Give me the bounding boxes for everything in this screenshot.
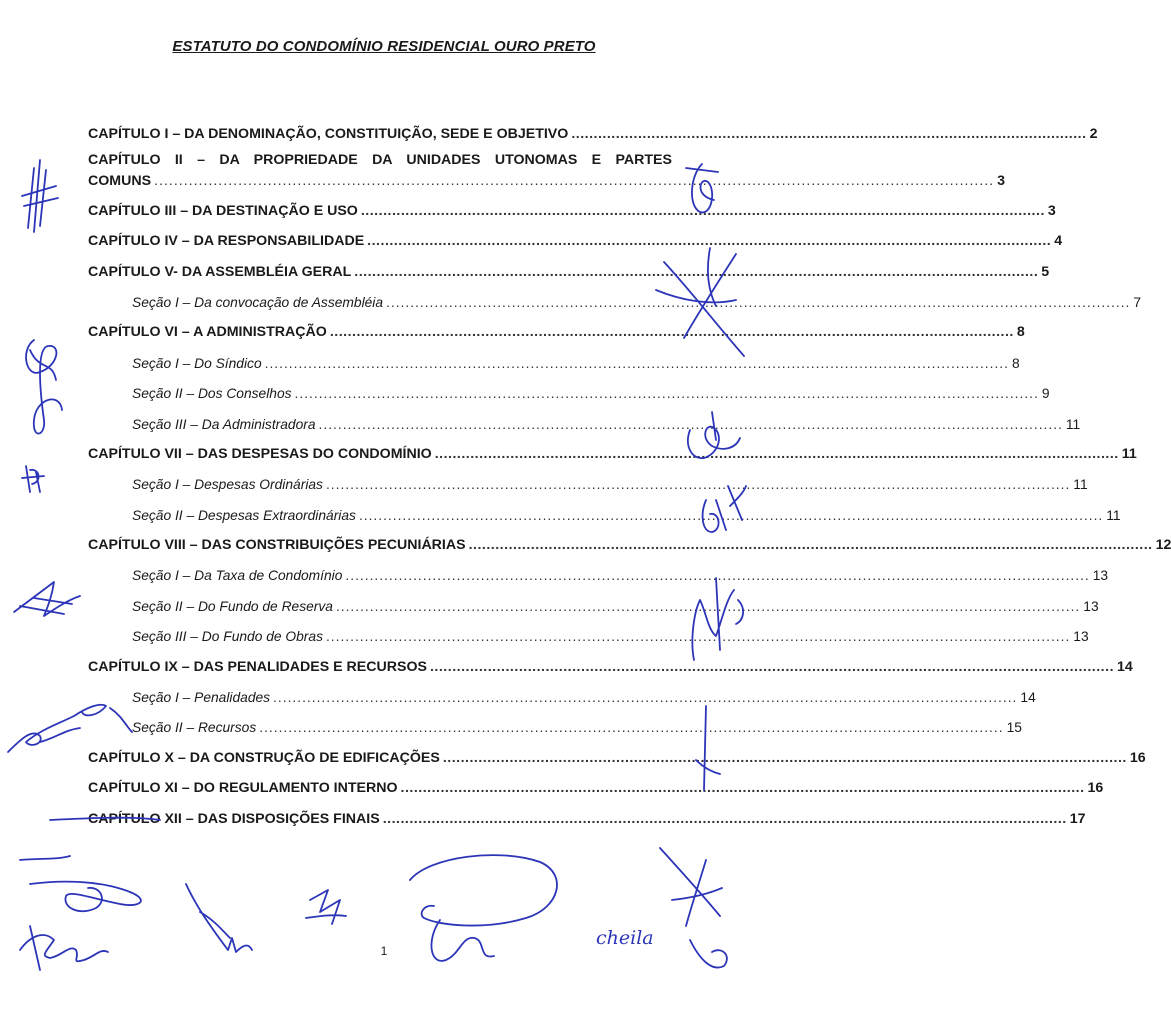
toc-entry-label: CAPÍTULO V- DA ASSEMBLÉIA GERAL bbox=[88, 263, 352, 280]
toc-entry-page: 11 bbox=[1065, 416, 1081, 432]
toc-leader-dots: .......................................................................................................................................................... bbox=[367, 233, 1052, 250]
toc-leader-dots: .......................................................................................................................................................... bbox=[329, 324, 1014, 341]
toc-leader-dots: .......................................................................................................................................................... bbox=[358, 507, 1104, 523]
signature-left-4 bbox=[14, 582, 80, 616]
toc-entry-label-continued: COMUNS bbox=[88, 173, 152, 190]
toc-entry-section bbox=[88, 679, 1036, 709]
toc-leader-dots: .......................................................................................................................................................... bbox=[335, 598, 1081, 614]
toc-entry-label: Seção III – Do Fundo de Obras bbox=[132, 629, 323, 645]
document-title: ESTATUTO DO CONDOMÍNIO RESIDENCIAL OURO PRETO bbox=[172, 38, 596, 55]
signature-bottom-4 bbox=[306, 890, 346, 924]
signature-bottom-3 bbox=[186, 884, 252, 952]
toc-entry-chapter-7 bbox=[88, 436, 1137, 466]
toc-entry-chapter-2 bbox=[88, 146, 1006, 192]
toc-entry-label: Seção II – Do Fundo de Reserva bbox=[132, 598, 333, 614]
signature-left-2 bbox=[26, 340, 62, 434]
toc-entry-section bbox=[88, 496, 1121, 526]
toc-entry-section bbox=[88, 284, 1142, 314]
toc-leader-dots: .......................................................................................................................................................... bbox=[382, 810, 1067, 827]
toc-entry-page: 11 bbox=[1121, 445, 1137, 462]
toc-entry-page: 13 bbox=[1092, 568, 1109, 584]
signature-left-3 bbox=[22, 466, 44, 492]
toc-entry-chapter-4 bbox=[88, 223, 1063, 253]
table-of-contents bbox=[88, 116, 1171, 831]
toc-entry-label: CAPÍTULO VI – A ADMINISTRAÇÃO bbox=[88, 324, 327, 341]
toc-entry-section bbox=[88, 587, 1099, 617]
toc-entry-label: Seção II – Despesas Extraordinárias bbox=[132, 507, 356, 523]
toc-entry-page: 12 bbox=[1155, 537, 1171, 554]
toc-leader-dots: .......................................................................................................................................................... bbox=[429, 658, 1115, 675]
toc-entry-page: 14 bbox=[1020, 690, 1036, 706]
toc-leader-dots: .................................................................................................................... bbox=[571, 126, 1087, 143]
toc-entry-page: 8 bbox=[1016, 324, 1025, 341]
toc-entry-page: 15 bbox=[1006, 720, 1022, 736]
toc-leader-dots: .......................................................................................................................................................... bbox=[318, 416, 1063, 432]
toc-leader-dots: .......................................................................................................................................................... bbox=[386, 294, 1131, 310]
toc-entry-label: Seção III – Da Administradora bbox=[132, 416, 316, 432]
toc-leader-dots: .......................................................................................................................................................... bbox=[400, 780, 1085, 797]
toc-entry-section bbox=[88, 405, 1081, 435]
signature-bottom-1 bbox=[30, 882, 141, 912]
toc-entry-section bbox=[88, 344, 1020, 374]
toc-entry-page: 5 bbox=[1041, 263, 1050, 280]
toc-entry-line2 bbox=[88, 171, 1006, 192]
toc-entry-label: Seção I – Penalidades bbox=[132, 690, 271, 706]
toc-entry-page: 2 bbox=[1089, 126, 1098, 143]
toc-entry-page: 3 bbox=[1047, 202, 1056, 219]
toc-entry-label: CAPÍTULO IV – DA RESPONSABILIDADE bbox=[88, 233, 365, 250]
toc-entry-label: Seção II – Dos Conselhos bbox=[132, 386, 292, 402]
toc-entry-label: CAPÍTULO XI – DO REGULAMENTO INTERNO bbox=[88, 780, 398, 797]
toc-entry-page: 11 bbox=[1073, 477, 1088, 493]
toc-entry-page: 4 bbox=[1054, 233, 1063, 250]
toc-leader-dots: .......................................................................................................................................................... bbox=[360, 202, 1045, 219]
toc-entry-label: CAPÍTULO I – DA DENOMINAÇÃO, CONSTITUIÇÃO, SEDE E OBJETIVO bbox=[88, 126, 569, 143]
toc-entry-chapter-3 bbox=[88, 192, 1056, 222]
toc-entry-page: 8 bbox=[1011, 355, 1020, 371]
toc-leader-dots: .......................................................................................................................................................... bbox=[434, 445, 1119, 462]
toc-entry-page: 3 bbox=[997, 173, 1006, 190]
toc-leader-dots: .......................................................................................................................................................... bbox=[294, 386, 1039, 402]
toc-entry-section bbox=[88, 709, 1022, 739]
toc-entry-label: CAPÍTULO IX – DAS PENALIDADES E RECURSOS bbox=[88, 658, 427, 675]
toc-entry-label: Seção I – Despesas Ordinárias bbox=[132, 477, 323, 493]
toc-entry-chapter-12 bbox=[88, 800, 1086, 830]
toc-entry-chapter-10 bbox=[88, 739, 1146, 769]
toc-leader-dots: .......................................................................................................................................................... bbox=[354, 263, 1039, 280]
toc-entry-label: CAPÍTULO XII – DAS DISPOSIÇÕES FINAIS bbox=[88, 810, 380, 827]
toc-entry-label: CAPÍTULO X – DA CONSTRUÇÃO DE EDIFICAÇÕES bbox=[88, 749, 440, 766]
toc-entry-page: 13 bbox=[1073, 629, 1089, 645]
toc-entry-chapter-9 bbox=[88, 648, 1133, 678]
toc-leader-dots: .......................................................................................................................................................... bbox=[325, 477, 1071, 493]
toc-leader-dots: .......................................................................................................................................................... bbox=[345, 568, 1090, 584]
toc-entry-label: CAPÍTULO VII – DAS DESPESAS DO CONDOMÍNIO bbox=[88, 445, 432, 462]
toc-entry-page: 17 bbox=[1069, 810, 1086, 827]
toc-entry-chapter-1 bbox=[88, 116, 1098, 146]
toc-entry-section bbox=[88, 557, 1109, 587]
toc-leader-dots: .......................................................................................................................................................... bbox=[273, 690, 1018, 706]
toc-entry-page: 9 bbox=[1041, 386, 1050, 402]
toc-entry-page: 13 bbox=[1083, 598, 1099, 614]
toc-leader-dots: .......................................................................................................................................................... bbox=[442, 749, 1127, 766]
page-number: 1 bbox=[380, 944, 388, 958]
toc-entry-label: Seção II – Recursos bbox=[132, 720, 257, 736]
toc-leader-dots: .......................................................................................................................................................... bbox=[264, 355, 1009, 371]
toc-entry-chapter-6 bbox=[88, 314, 1025, 344]
signature-right-6 bbox=[696, 706, 720, 790]
toc-leader-dots: .......................................................................................................................................................................... bbox=[154, 173, 995, 190]
toc-entry-chapter-11 bbox=[88, 770, 1104, 800]
toc-entry-chapter-5 bbox=[88, 253, 1050, 283]
toc-entry-page: 16 bbox=[1129, 749, 1146, 766]
signature-left-1 bbox=[22, 160, 58, 232]
toc-entry-label: Seção I – Do Síndico bbox=[132, 355, 262, 371]
toc-entry-label: Seção I – Da Taxa de Condomínio bbox=[132, 568, 343, 584]
toc-entry-section bbox=[88, 375, 1050, 405]
toc-entry-page: 16 bbox=[1087, 780, 1104, 797]
toc-entry-page: 7 bbox=[1133, 294, 1142, 310]
toc-entry-label: Seção I – Da convocação de Assembléia bbox=[132, 294, 384, 310]
toc-entry-label: CAPÍTULO III – DA DESTINAÇÃO E USO bbox=[88, 202, 358, 219]
toc-entry-label: CAPÍTULO VIII – DAS CONSTRIBUIÇÕES PECUNIÁRIAS bbox=[88, 537, 466, 554]
toc-entry-page: 14 bbox=[1117, 658, 1133, 675]
toc-entry-section bbox=[88, 466, 1088, 496]
toc-entry-label: CAPÍTULO II – DA PROPRIEDADE DA UNIDADES UTONOMAS E PARTES bbox=[88, 152, 672, 169]
toc-leader-dots: .......................................................................................................................................................... bbox=[325, 629, 1071, 645]
signature-handwriting: cheila bbox=[596, 927, 654, 949]
toc-entry-section bbox=[88, 618, 1089, 648]
toc-leader-dots: .......................................................................................................................................................... bbox=[259, 720, 1004, 736]
toc-entry-chapter-8 bbox=[88, 527, 1171, 557]
toc-entry-page: 11 bbox=[1106, 507, 1121, 523]
toc-leader-dots: .......................................................................................................................................................... bbox=[468, 537, 1153, 554]
